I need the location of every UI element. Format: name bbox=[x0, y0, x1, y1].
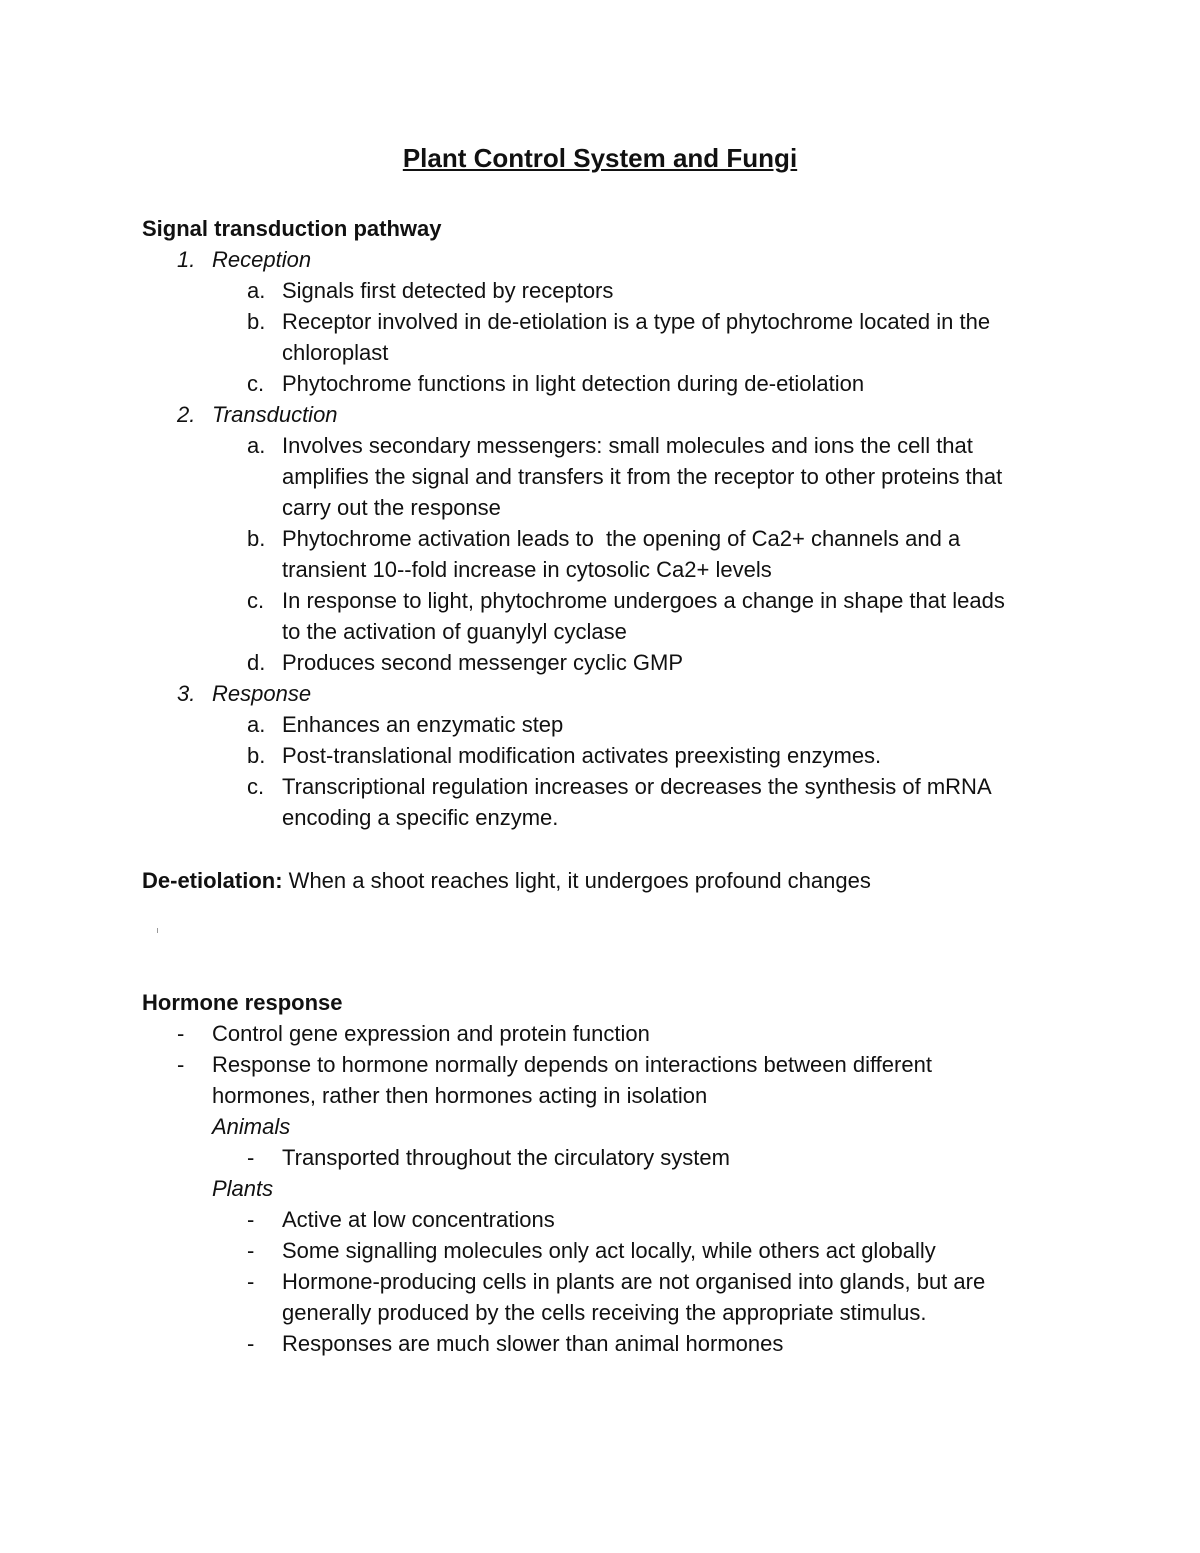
dash-bullet: - bbox=[177, 1052, 185, 1077]
dash-bullet: - bbox=[247, 1269, 255, 1294]
list-item-continuation: chloroplast bbox=[282, 340, 389, 365]
bullet-item: Hormone-producing cells in plants are not organised into glands, but are bbox=[282, 1269, 986, 1294]
deetiolation-paragraph bbox=[142, 865, 871, 896]
bullet-item: Responses are much slower than animal hormones bbox=[282, 1331, 784, 1356]
dash-bullet: - bbox=[247, 1238, 255, 1263]
list-item: Produces second messenger cyclic GMP bbox=[282, 650, 684, 675]
item-letter: c. bbox=[247, 588, 265, 613]
list-item: Transcriptional regulation increases or decreases the synthesis of mRNA bbox=[282, 774, 992, 799]
bullet-item: Response to hormone normally depends on interactions between different bbox=[212, 1052, 932, 1077]
list-item: Involves secondary messengers: small molecules and ions the cell that bbox=[282, 433, 973, 458]
item-letter: c. bbox=[247, 774, 265, 799]
item-letter: a. bbox=[247, 278, 266, 303]
step-number: 1. bbox=[177, 247, 196, 272]
list-item: Phytochrome functions in light detection during de-etiolation bbox=[282, 371, 865, 396]
item-letter: a. bbox=[247, 712, 266, 737]
item-letter: d. bbox=[247, 650, 266, 675]
list-item: Signals first detected by receptors bbox=[282, 278, 614, 303]
deetiolation-label: De-etiolation: bbox=[142, 868, 283, 893]
bullet-item: Control gene expression and protein function bbox=[212, 1021, 650, 1046]
item-letter: b. bbox=[247, 526, 266, 551]
stray-mark bbox=[157, 928, 158, 933]
list-item-continuation: transient 10--fold increase in cytosolic Ca2+ levels bbox=[282, 557, 772, 582]
list-item-continuation: encoding a specific enzyme. bbox=[282, 805, 559, 830]
group-label-plants: Plants bbox=[212, 1176, 274, 1201]
item-letter: b. bbox=[247, 309, 266, 334]
deetiolation-text: When a shoot reaches light, it undergoes profound changes bbox=[282, 868, 871, 893]
dash-bullet: - bbox=[247, 1207, 255, 1232]
hormone-section-heading: Hormone response bbox=[142, 990, 343, 1015]
list-item: Post-translational modification activates preexisting enzymes. bbox=[282, 743, 882, 768]
list-item-continuation: carry out the response bbox=[282, 495, 501, 520]
bullet-item: Transported throughout the circulatory system bbox=[282, 1145, 730, 1170]
bullet-item-continuation: generally produced by the cells receiving the appropriate stimulus. bbox=[282, 1300, 927, 1325]
dash-bullet: - bbox=[177, 1021, 185, 1046]
step-name-reception: Reception bbox=[212, 247, 312, 272]
step-number: 3. bbox=[177, 681, 196, 706]
item-letter: a. bbox=[247, 433, 266, 458]
list-item: In response to light, phytochrome undergoes a change in shape that leads bbox=[282, 588, 1005, 613]
dash-bullet: - bbox=[247, 1331, 255, 1356]
list-item-continuation: amplifies the signal and transfers it from the receptor to other proteins that bbox=[282, 464, 1003, 489]
step-name-transduction: Transduction bbox=[212, 402, 338, 427]
list-item: Receptor involved in de-etiolation is a type of phytochrome located in the bbox=[282, 309, 991, 334]
bullet-item: Some signalling molecules only act locally, while others act globally bbox=[282, 1238, 936, 1263]
step-name-response: Response bbox=[212, 681, 312, 706]
list-item: Enhances an enzymatic step bbox=[282, 712, 564, 737]
bullet-item-continuation: hormones, rather then hormones acting in isolation bbox=[212, 1083, 708, 1108]
item-letter: b. bbox=[247, 743, 266, 768]
group-label-animals: Animals bbox=[212, 1114, 291, 1139]
list-item-continuation: to the activation of guanylyl cyclase bbox=[282, 619, 627, 644]
list-item: Phytochrome activation leads to the opening of Ca2+ channels and a bbox=[282, 526, 961, 551]
document-title: Plant Control System and Fungi bbox=[402, 143, 798, 173]
signal-section-heading: Signal transduction pathway bbox=[142, 216, 442, 241]
item-letter: c. bbox=[247, 371, 265, 396]
step-number: 2. bbox=[177, 402, 196, 427]
bullet-item: Active at low concentrations bbox=[282, 1207, 555, 1232]
dash-bullet: - bbox=[247, 1145, 255, 1170]
